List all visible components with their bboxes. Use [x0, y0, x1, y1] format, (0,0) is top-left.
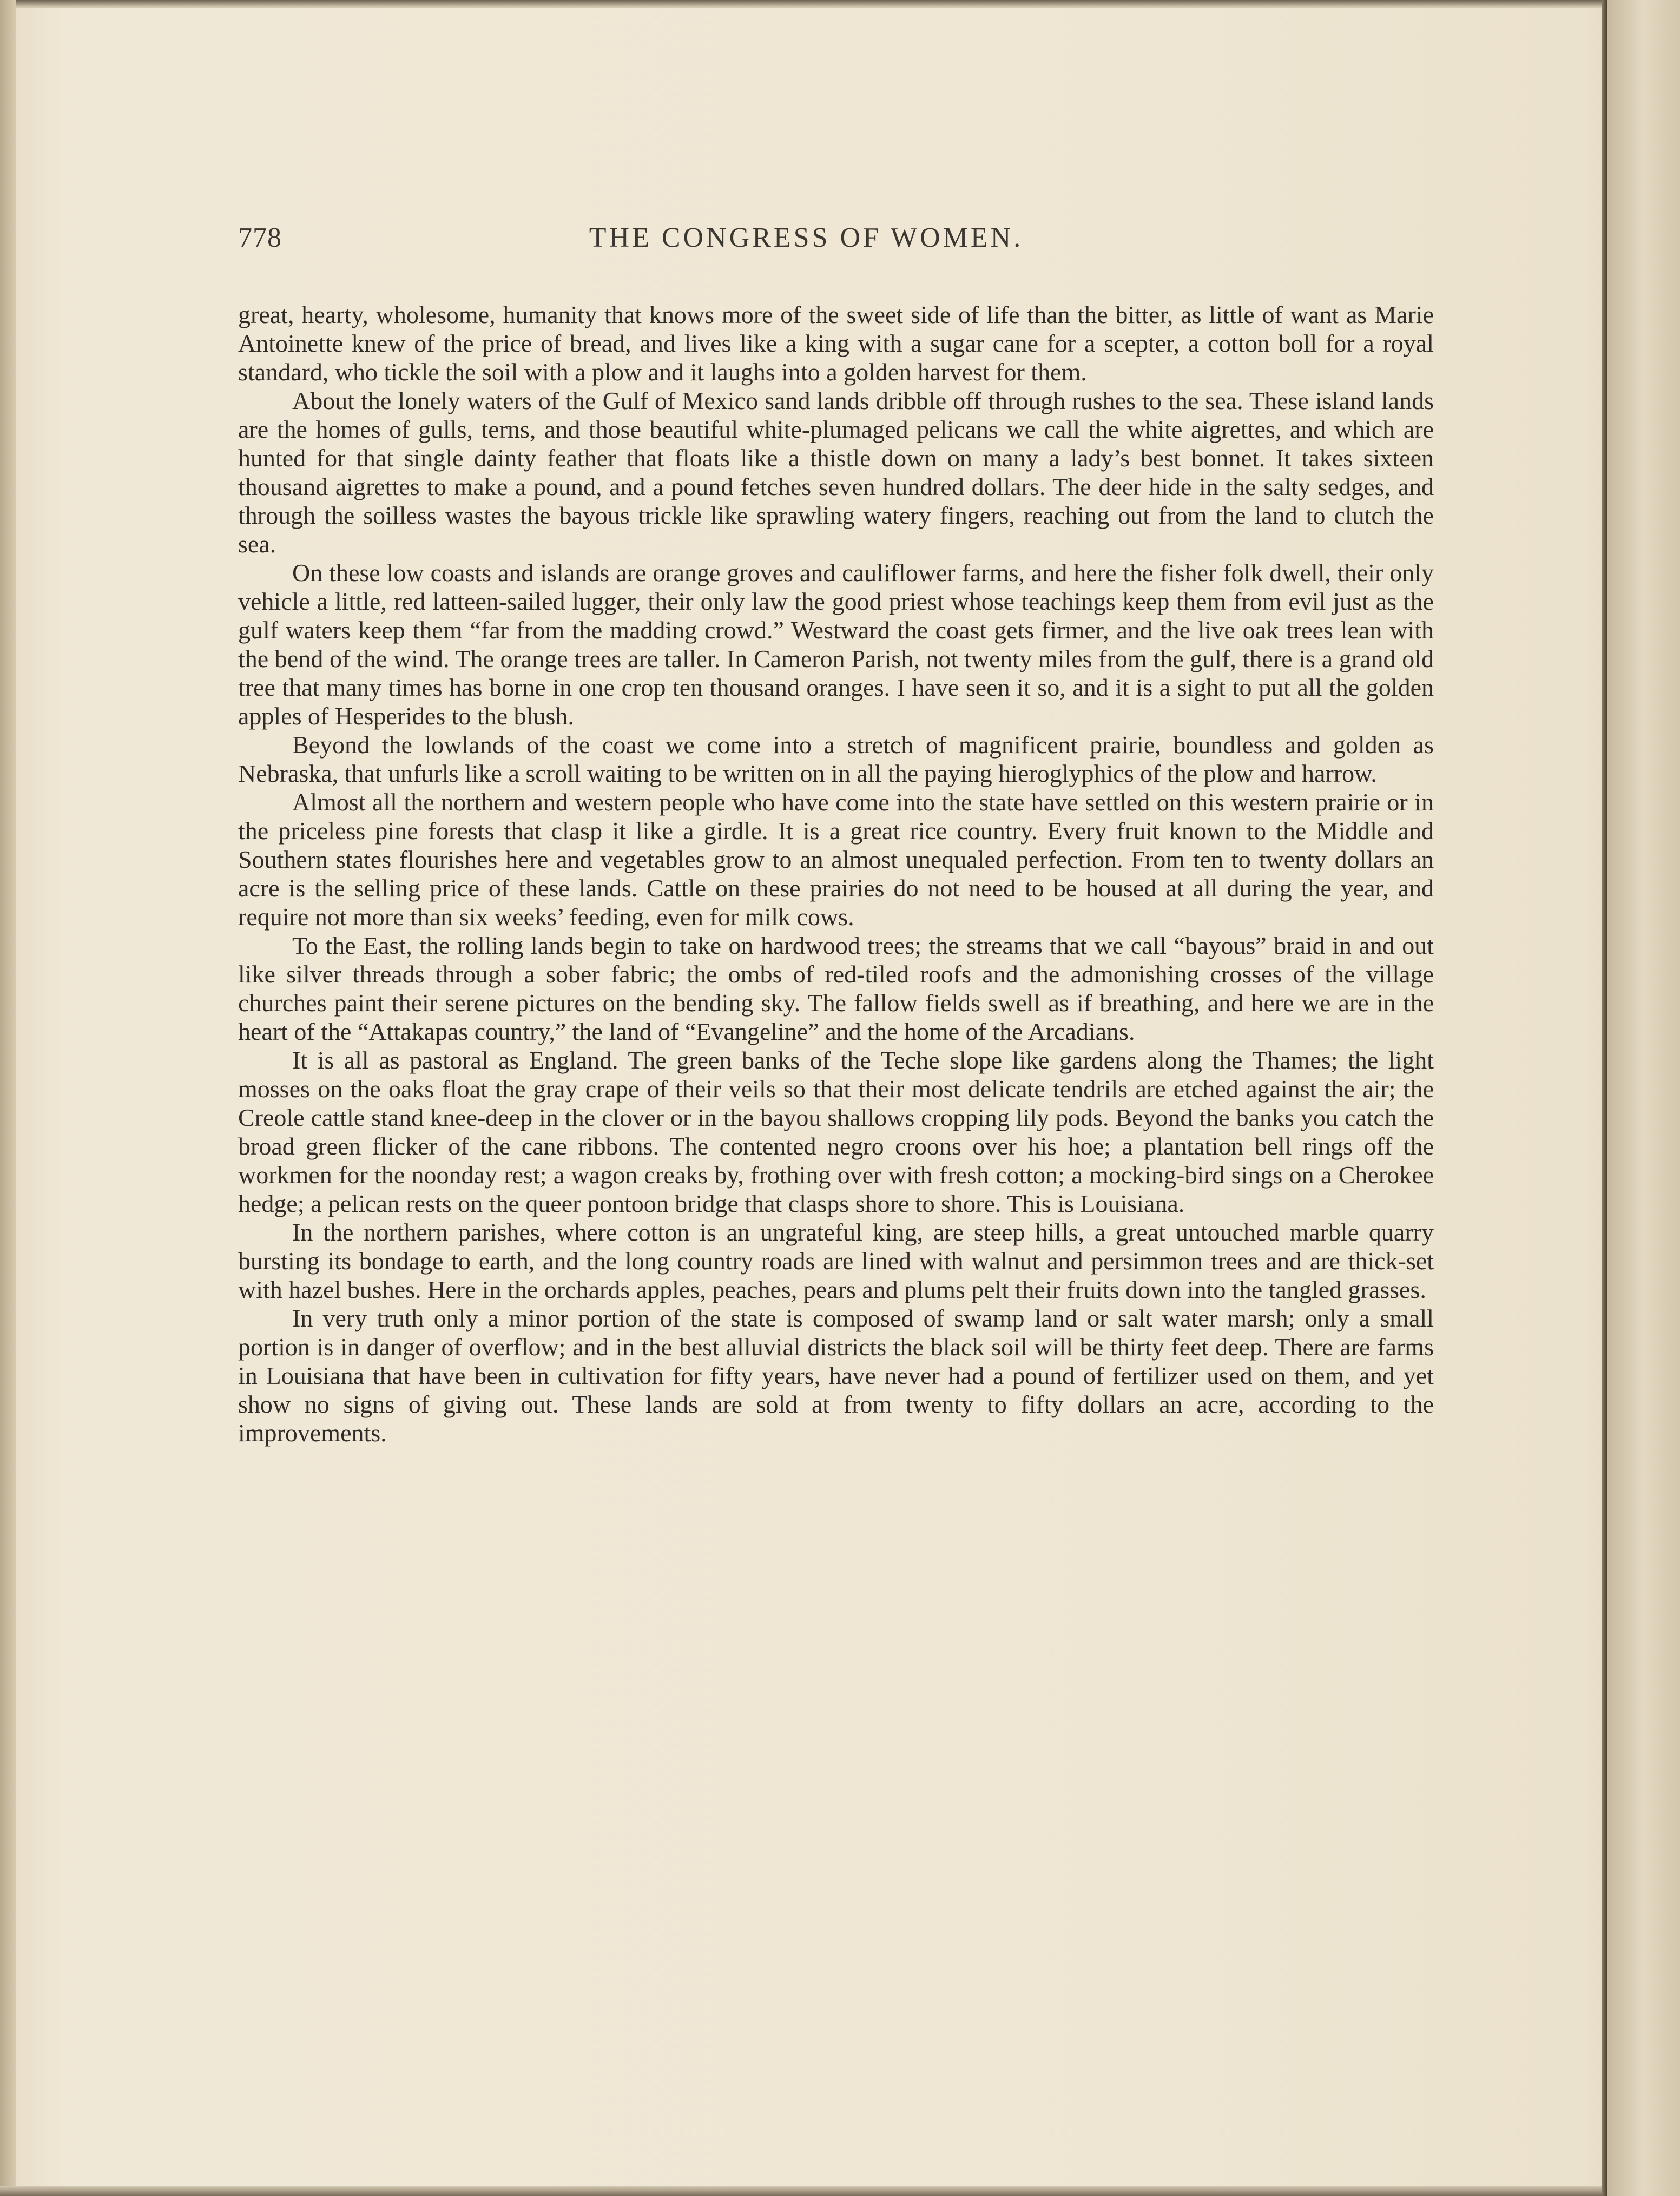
paragraph: To the East, the rolling lands begin to take on hardwood trees; the streams that we call “bayous” braid in and out like silver threads through a sober fabric; the ombs of red-tiled roofs and the admonishing crosses of the village churches paint their serene pictures on the bending sky. The fallow fields swell as if breathing, and here we are in the heart of the “Attakapas country,” the land of “Evangeline” and the home of the Arcadians.	[238, 932, 1434, 1045]
paragraph: In very truth only a minor portion of the state is composed of swamp land or salt water marsh; only a small portion is in danger of overflow; and in the best alluvial districts the black soil will be thirty feet deep. There are farms in Louisiana that have been in cultivation for fifty years, have never had a pound of fertilizer used on them, and yet show no signs of giving out. These lands are sold at from twenty to fifty dollars an acre, according to the improvements.	[238, 1304, 1434, 1447]
page-number: 778	[238, 222, 282, 253]
facing-page-edge	[1607, 0, 1680, 2196]
paragraph: Almost all the northern and western people who have come into the state have settled on this western prairie or in the priceless pine forests that clasp it like a girdle. It is a great rice country. Every fruit known to the Middle and Southern states flourishes here and vegetables grow to an almost unequaled perfection. From ten to twenty dollars an acre is the selling price of these lands. Cattle on these prairies do not need to be housed at all during the year, and require not more than six weeks’ feeding, even for milk cows.	[238, 788, 1434, 931]
running-title: THE CONGRESS OF WOMEN.	[589, 222, 1024, 253]
running-header	[238, 222, 1439, 265]
paragraph: It is all as pastoral as England. The green banks of the Teche slope like gardens along the Thames; the light mosses on the oaks float the gray crape of their veils so that their most delicate tendrils are etched against the air; the Creole cattle stand knee-deep in the clover or in the bayou shallows cropping lily pods. Beyond the banks you catch the broad green flicker of the cane ribbons. The contented negro croons over his hoe; a plantation bell rings off the workmen for the noonday rest; a wagon creaks by, frothing over with fresh cotton; a mocking-bird sings on a Cherokee hedge; a pelican rests on the queer pontoon bridge that clasps shore to shore. This is Louisiana.	[238, 1046, 1434, 1217]
body-text	[238, 300, 1434, 1447]
paragraph: In the northern parishes, where cotton is an ungrateful king, are steep hills, a great untouched marble quarry bursting its bondage to earth, and the long country roads are lined with walnut and persimmon trees and are thick-set with hazel bushes. Here in the orchards apples, peaches, pears and plums pelt their fruits down into the tangled grasses.	[238, 1218, 1434, 1303]
paragraph: Beyond the lowlands of the coast we come into a stretch of magnificent prairie, boundless and golden as Nebraska, that unfurls like a scroll waiting to be written on in all the paying hieroglyphics of the plow and harrow.	[238, 731, 1434, 787]
paragraph: great, hearty, wholesome, humanity that knows more of the sweet side of life than the bitter, as little of want as Marie Antoinette knew of the price of bread, and lives like a king with a sugar cane for a scepter, a cotton boll for a royal standard, who tickle the soil with a plow and it laughs into a golden harvest for them.	[238, 301, 1434, 386]
page-top-edge	[0, 0, 1680, 8]
paragraph: About the lonely waters of the Gulf of Mexico sand lands dribble off through rushes to the sea. These island lands are the homes of gulls, terns, and those beautiful white-plumaged pelicans we call the white aigrettes, and which are hunted for that single dainty feather that floats like a thistle down on many a lady’s best bonnet. It takes sixteen thousand aigrettes to make a pound, and a pound fetches seven hundred dollars. The deer hide in the salty sedges, and through the soilless wastes the bayous trickle like sprawling watery fingers, reaching out from the land to clutch the sea.	[238, 387, 1434, 558]
page-left-edge	[0, 0, 16, 2196]
paragraph: On these low coasts and islands are orange groves and cauliflower farms, and here the fisher folk dwell, their only vehicle a little, red latteen-sailed lugger, their only law the good priest whose teachings keep them from evil just as the gulf waters keep them “far from the madding crowd.” Westward the coast gets firmer, and the live oak trees lean with the bend of the wind. The orange trees are taller. In Cameron Parish, not twenty miles from the gulf, there is a grand old tree that many times has borne in one crop ten thousand oranges. I have seen it so, and it is a sight to put all the golden apples of Hesperides to the blush.	[238, 559, 1434, 730]
book-gutter	[1602, 0, 1607, 2196]
page-bottom-edge	[0, 2186, 1602, 2196]
